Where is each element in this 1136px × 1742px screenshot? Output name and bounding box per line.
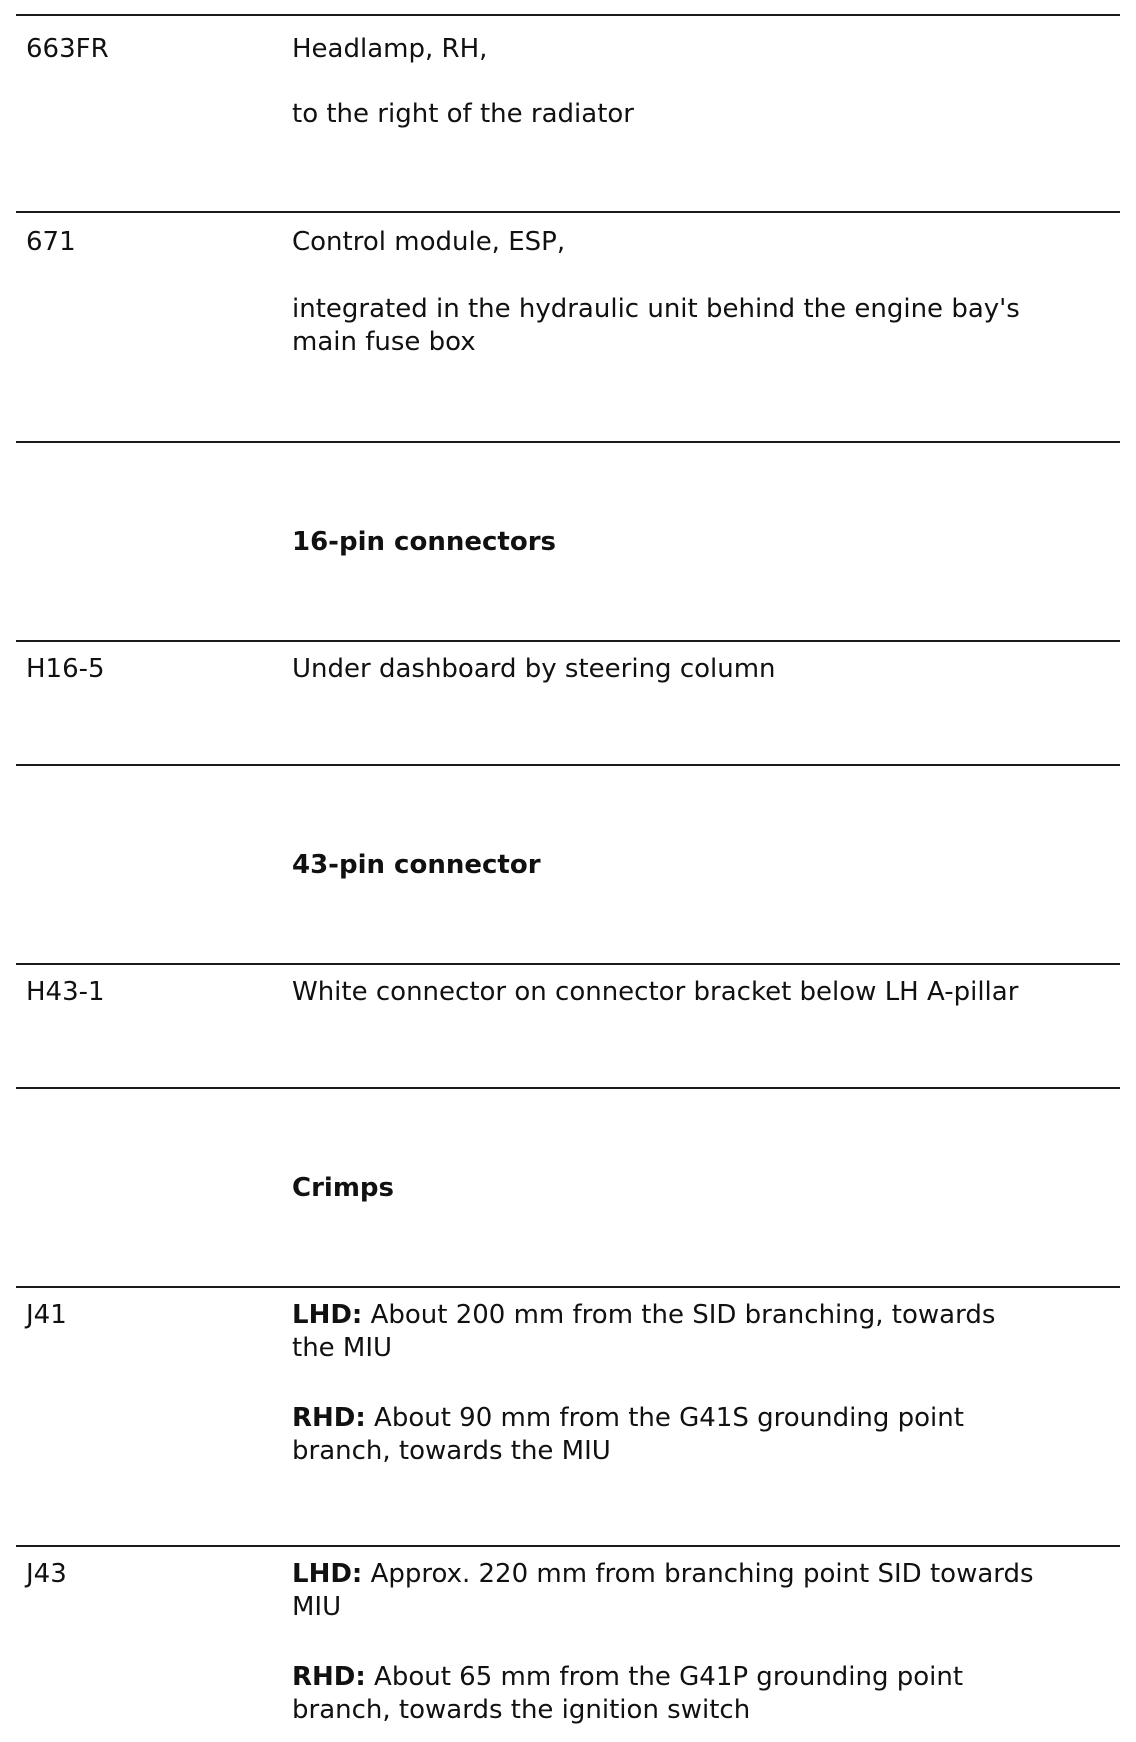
row-divider [16,764,1120,766]
row-code: J43 [26,1559,67,1589]
rhd-note [292,1402,964,1435]
row-code: J41 [26,1300,67,1330]
rhd-text-continued: branch, towards the MIU [292,1436,611,1466]
lhd-note [292,1558,1034,1591]
rhd-text: About 90 mm from the G41S grounding point [365,1403,964,1433]
row-description-line: Control module, ESP, [292,227,566,257]
rhd-note [292,1661,963,1694]
lhd-note [292,1299,995,1332]
row-divider [16,211,1120,213]
row-code: H43-1 [26,977,105,1007]
section-heading: Crimps [292,1173,394,1203]
section-heading: 16-pin connectors [292,527,556,557]
rhd-label: RHD: [292,1403,366,1433]
lhd-text: About 200 mm from the SID branching, towards [362,1300,996,1330]
row-code: H16-5 [26,654,105,684]
row-description-line: to the right of the radiator [292,99,634,129]
row-divider [16,640,1120,642]
lhd-label: LHD: [292,1559,363,1589]
row-divider [16,14,1120,16]
row-divider [16,1087,1120,1089]
row-description-line: main fuse box [292,327,476,357]
row-code: 663FR [26,34,109,64]
row-divider [16,1286,1120,1288]
lhd-text-continued: the MIU [292,1333,393,1363]
rhd-text: About 65 mm from the G41P grounding point [365,1662,964,1692]
lhd-text: Approx. 220 mm from branching point SID towards [362,1559,1034,1589]
row-description-line: Under dashboard by steering column [292,654,776,684]
section-heading: 43-pin connector [292,850,541,880]
row-divider [16,1545,1120,1547]
row-divider [16,441,1120,443]
row-description-line: White connector on connector bracket below LH A-pillar [292,977,1019,1007]
row-code: 671 [26,227,76,257]
lhd-text-continued: MIU [292,1592,342,1622]
lhd-label: LHD: [292,1300,363,1330]
row-description-line: Headlamp, RH, [292,34,488,64]
row-divider [16,963,1120,965]
row-description-line: integrated in the hydraulic unit behind the engine bay's [292,294,1020,324]
rhd-label: RHD: [292,1662,366,1692]
rhd-text-continued: branch, towards the ignition switch [292,1695,751,1725]
